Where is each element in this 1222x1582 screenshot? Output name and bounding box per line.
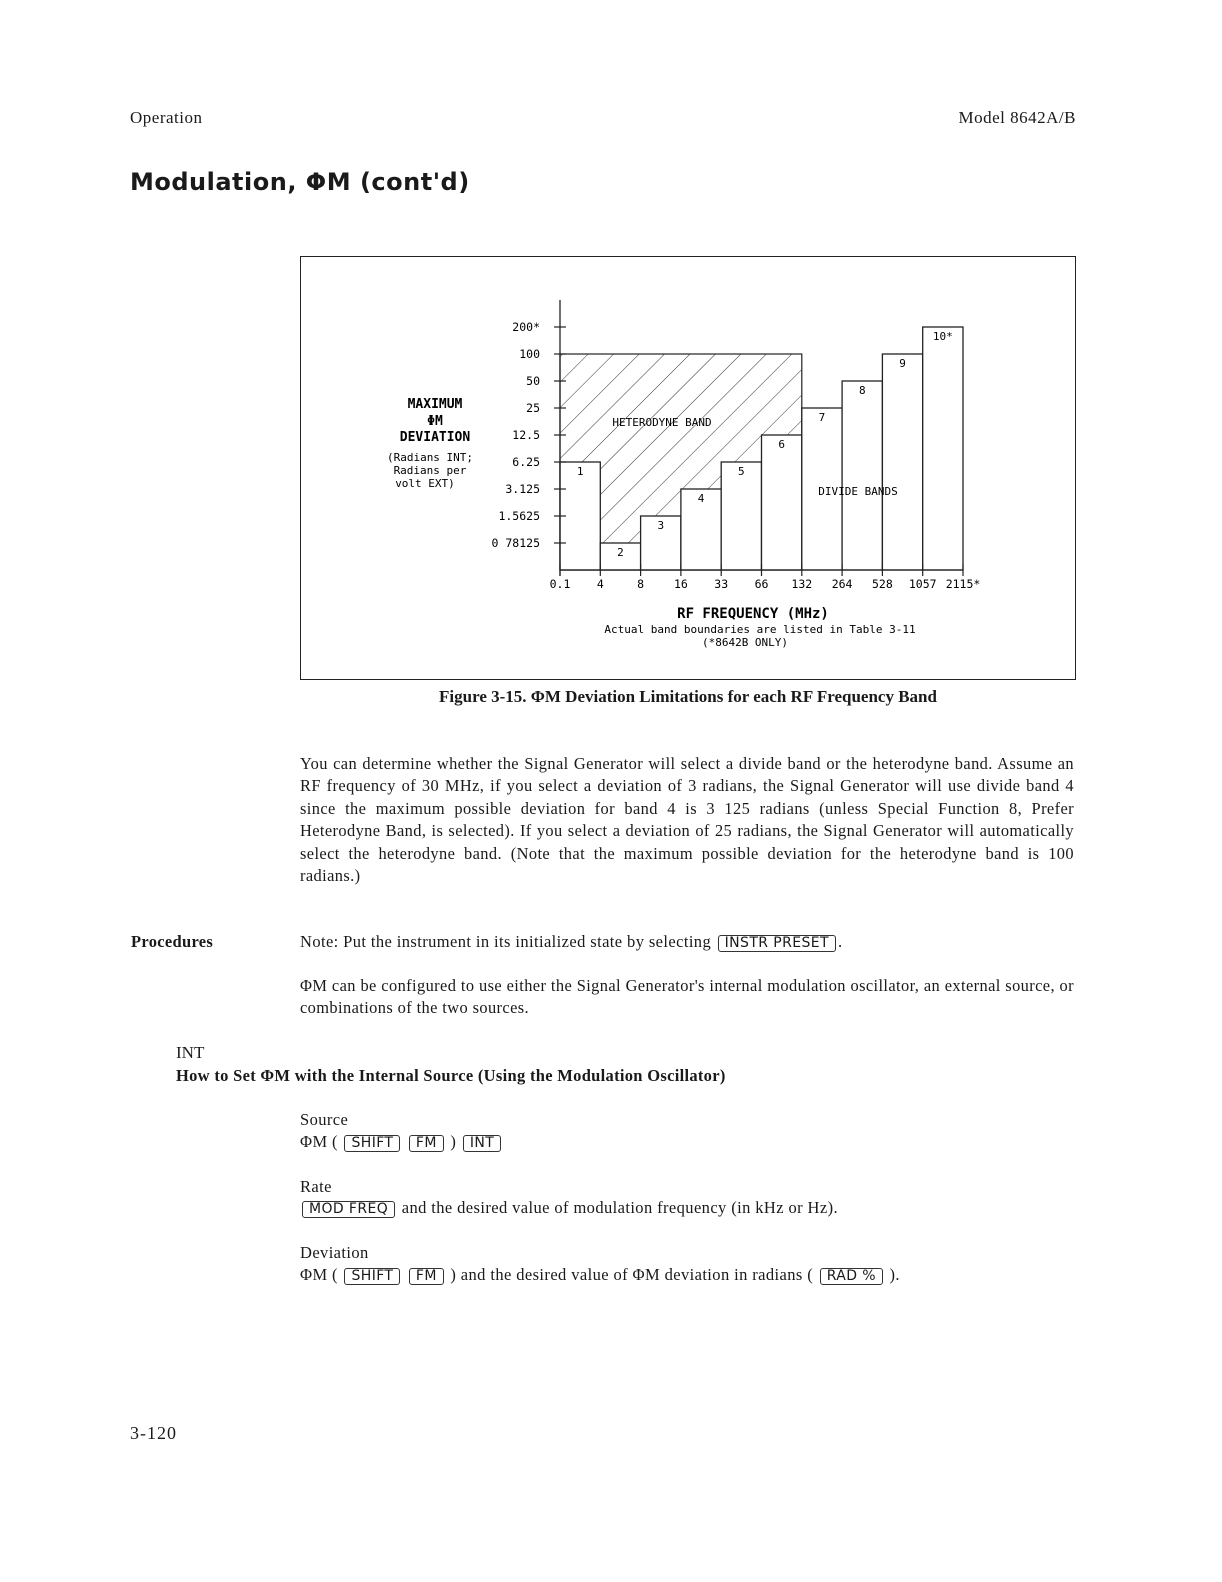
deviation-text: ) and the desired value of ΦM deviation in radians ( — [450, 1265, 814, 1284]
x-tick-label-7: 264 — [831, 577, 853, 591]
y-axis-title-2: ΦM — [427, 414, 443, 429]
source-close: ) — [450, 1132, 457, 1151]
x-tick-label-2: 8 — [637, 577, 645, 591]
band-label-4: 4 — [697, 492, 705, 505]
note-text: Note: Put the instrument in its initialized state by selecting — [300, 932, 712, 951]
x-tick-label-9: 1057 — [908, 577, 937, 591]
band-label-5: 5 — [738, 465, 745, 478]
y-tick-label-3: 6.25 — [512, 455, 540, 469]
deviation-prefix: ΦM ( — [300, 1265, 338, 1284]
section-label: Operation — [130, 108, 203, 127]
rate-label: Rate — [300, 1177, 332, 1196]
page-title: Modulation, ΦM (cont'd) — [130, 168, 470, 196]
deviation-close: ). — [889, 1265, 900, 1284]
int-label: INT — [176, 1043, 205, 1062]
procedures-label: Procedures — [131, 932, 214, 951]
band-label-7: 7 — [818, 411, 826, 424]
band-label-3: 3 — [657, 519, 665, 532]
x-tick-label-10: 2115* — [945, 577, 981, 591]
figure-caption: Figure 3-15. ΦM Deviation Limitations for each RF Frequency Band — [439, 687, 937, 706]
x-tick-label-3: 16 — [673, 577, 688, 591]
deviation-label: Deviation — [300, 1243, 369, 1262]
band-bar-8 — [842, 381, 882, 570]
phase-modulation-chart — [0, 0, 1222, 700]
source-line — [300, 1132, 503, 1152]
deviation-line — [300, 1265, 900, 1285]
band-bar-9 — [882, 354, 922, 570]
fm-key-2: FM — [409, 1268, 444, 1285]
y-tick-label-7: 100 — [519, 347, 540, 361]
y-axis-note-1: (Radians INT; — [386, 451, 474, 464]
divide-bands-label: DIVIDE BANDS — [818, 485, 898, 498]
y-tick-label-5: 25 — [526, 401, 540, 415]
y-axis-note-3: volt EXT) — [395, 477, 455, 490]
page-number: 3-120 — [130, 1423, 177, 1443]
note-line: Note: Put the instrument in its initialized state by selecting INSTR PRESET . — [300, 932, 843, 951]
x-axis-title: RF FREQUENCY (MHz) — [677, 606, 829, 622]
config-paragraph: ΦM can be configured to use either the Signal Generator's internal modulation oscillator, an external source, or combinations of the two sources. — [300, 976, 1074, 1018]
shift-key-2: SHIFT — [344, 1268, 400, 1285]
y-tick-label-2: 3.125 — [505, 482, 540, 496]
x-axis-note: Actual band boundaries are listed in Table 3-11 — [604, 623, 916, 636]
y-tick-label-1: 1.5625 — [498, 509, 540, 523]
fm-key: FM — [409, 1135, 444, 1152]
y-axis-title-1: MAXIMUM — [407, 397, 463, 412]
x-axis-note-2: (*8642B ONLY) — [701, 636, 789, 649]
band-bar-10 — [923, 327, 963, 570]
instr-preset-key: INSTR PRESET — [718, 935, 836, 952]
y-tick-label-4: 12.5 — [512, 428, 540, 442]
x-tick-label-0: 0.1 — [549, 577, 571, 591]
band-bar-5 — [721, 462, 761, 570]
band-label-2: 2 — [617, 546, 624, 559]
y-tick-label-0: 0 78125 — [491, 536, 540, 550]
x-tick-label-1: 4 — [596, 577, 604, 591]
band-label-9: 9 — [899, 357, 906, 370]
heterodyne-band-label: HETERODYNE BAND — [612, 416, 712, 429]
x-tick-label-5: 66 — [754, 577, 769, 591]
how-to-heading: How to Set ΦM with the Internal Source (Using the Modulation Oscillator) — [176, 1066, 726, 1085]
x-tick-label-8: 528 — [872, 577, 893, 591]
band-bar-6 — [762, 435, 802, 570]
x-tick-label-6: 132 — [791, 577, 813, 591]
band-label-10: 10* — [932, 330, 953, 343]
band-label-8: 8 — [858, 384, 866, 397]
y-axis-title-3: DEVIATION — [399, 430, 471, 445]
y-tick-label-8: 200* — [512, 320, 540, 334]
rate-line — [300, 1198, 838, 1218]
source-label: Source — [300, 1110, 349, 1129]
band-label-6: 6 — [778, 438, 785, 451]
y-tick-label-6: 50 — [526, 374, 540, 388]
source-prefix: ΦM ( — [300, 1132, 338, 1151]
rad-percent-key: RAD % — [820, 1268, 883, 1285]
shift-key: SHIFT — [344, 1135, 400, 1152]
mod-freq-key: MOD FREQ — [302, 1201, 395, 1218]
band-bar-1 — [560, 462, 600, 570]
band-label-1: 1 — [576, 465, 584, 478]
rate-text: and the desired value of modulation frequency (in kHz or Hz). — [401, 1198, 839, 1217]
explanation-paragraph: You can determine whether the Signal Generator will select a divide band or the heterodyne band. Assume an RF frequency of 30 MHz, if you select a deviation of 3 radians, the Signal Generator will use divide band 4 since the maximum possible deviation for band 4 is 3 125 radians (unless Special Function 8, Prefer Heterodyne Band, is selected). If you select a deviation of 25 radians, the Signal Generator will automatically select the heterodyne band. (Note that the maximum possible deviation for the heterodyne band is 100 radians.) — [300, 754, 1074, 886]
y-axis-note-2: Radians per — [393, 464, 467, 477]
int-key: INT — [463, 1135, 501, 1152]
model-label: Model 8642A/B — [958, 108, 1076, 127]
x-tick-label-4: 33 — [714, 577, 729, 591]
